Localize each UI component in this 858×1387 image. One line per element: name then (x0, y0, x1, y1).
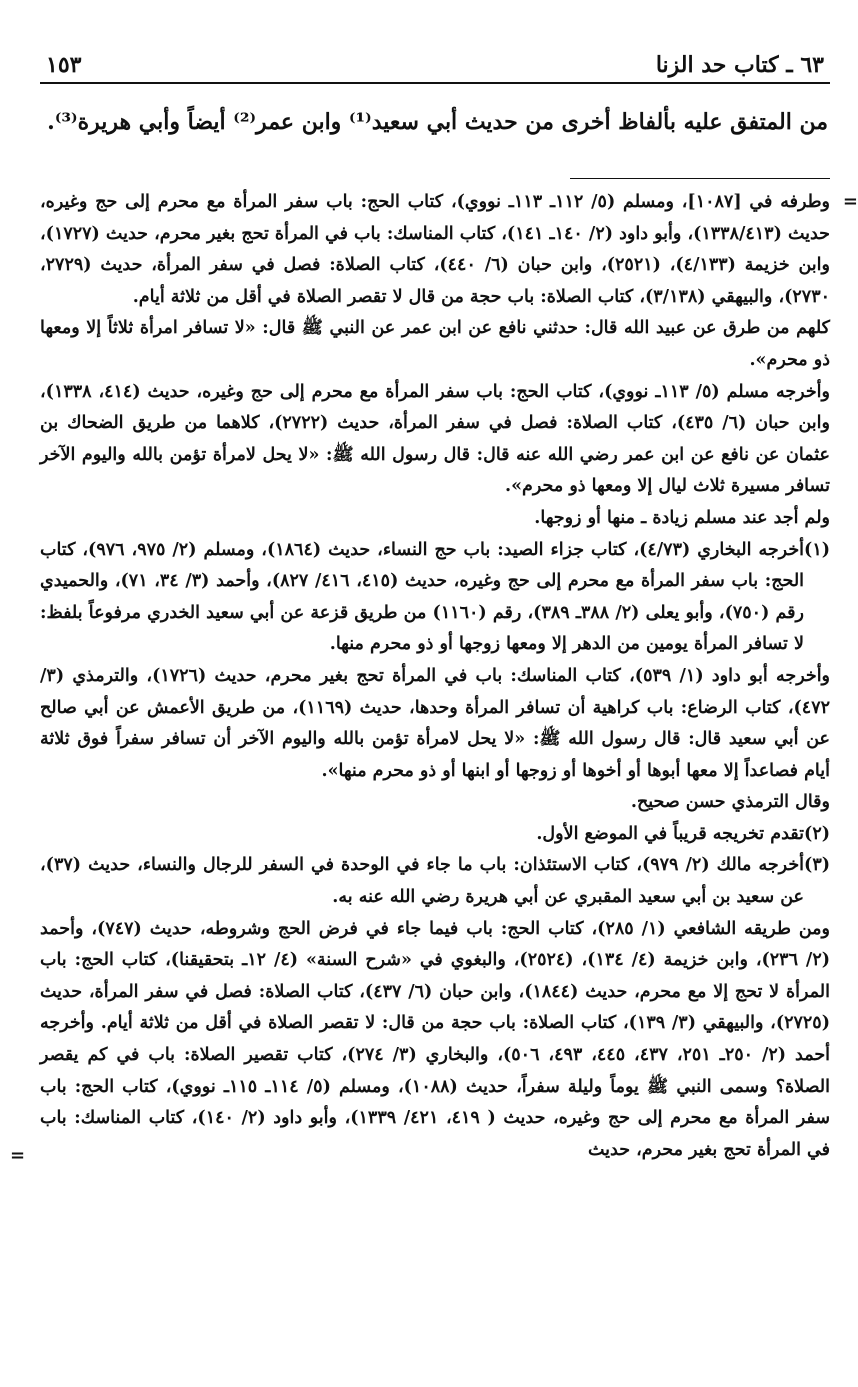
footnote-paragraph: أخرجه مالك (٢/ ٩٧٩)، كتاب الاستئذان: باب ما جاء في الوحدة في السفر للرجال والنساء، حديث (٣٧)، عن سعيد بن أبي سعيد المقبري عن أبي هريرة رضي الله عنه به. (40, 855, 805, 908)
footnote-paragraph: وأخرجه أبو داود (١/ ٥٣٩)، كتاب المناسك: باب في المرأة تحج بغير محرم، حديث (١٧٢٦)، والترمذي (٣/ ٤٧٢)، كتاب الرضاع: باب كراهية أن تسافر المرأة وحدها، حديث (١١٦٩)، من طريق الأعمش عن أبي صالح عن أبي سعيد قال: قال رسول الله ﷺ: «لا يحل لامرأة تؤمن بالله واليوم الآخر أن تسافر سفراً فوق ثلاثة أيام فصاعداً إلا معها أبوها أو أخوها أو زوجها أو ابنها أو ذو محرم منها». (40, 665, 831, 781)
footnote-number: (١) (804, 539, 830, 560)
running-header (40, 48, 830, 84)
continuation-mark-start: = (842, 191, 858, 212)
footnote-2 (40, 819, 830, 851)
footnote-paragraph: وقال الترمذي حسن صحيح. (630, 792, 830, 813)
footnote-continued-paragraph: وطرفه في [١٠٨٧]، ومسلم (٥/ ١١٢ـ ١١٣ـ نووي)، كتاب الحج: باب سفر المرأة مع محرم إلى حج وغيره، حديث (١٣٣٨/٤١٣)، وأبو داود (٢/ ١٤٠ـ ١٤١)، كتاب المناسك: باب في المرأة تحج بغير محرم، حديث (١٧٢٧)، وابن خزيمة (٤/١٣٣)، (٢٥٢١)، وابن حبان (٦/ ٤٤٠)، كتاب الصلاة: فصل في سفر المرأة، حديث (٢٧٢٩، ٢٧٣٠)، والبيهقي (٣/١٣٨)، كتاب الصلاة: باب حجة من قال لا تقصر الصلاة في أقل من ثلاثة أيام. (40, 192, 831, 307)
footnote-continued-paragraph: ولم أجد عند مسلم زيادة ـ منها أو زوجها. (534, 507, 830, 528)
main-text: من المتفق عليه بألفاظ أخرى من حديث أبي سعيد⁽¹⁾ وابن عمر⁽²⁾ أيضاً وأبي هريرة⁽³⁾. (47, 109, 828, 135)
chapter-title: ٦٣ ـ كتاب حد الزنا (655, 52, 824, 78)
footnote-paragraph: أخرجه البخاري (٤/٧٣)، كتاب جزاء الصيد: باب حج النساء، حديث (١٨٦٤)، ومسلم (٢/ ٩٧٥، ٩٧٦)، كتاب الحج: باب سفر المرأة مع محرم إلى حج وغيره، حديث (٤١٥، ٤١٦/ ٨٢٧)، وأحمد (٣/ ٣٤، ٧١)، والحميدي رقم (٧٥٠)، وأبو يعلى (٢/ ٣٨٨ـ ٣٨٩)، رقم (١١٦٠) من طريق قزعة عن أبي سعيد الخدري مرفوعاً بلفظ: لا تسافر المرأة يومين من الدهر إلا ومعها زوجها أو ذو محرم منها. (40, 539, 805, 655)
footnote-number: (٢) (804, 823, 830, 844)
footnote-1 (40, 535, 830, 661)
continuation-mark-end: = (10, 1145, 26, 1167)
footnotes-section (10, 187, 858, 1167)
footnote-continued-paragraph: كلهم من طرق عن عبيد الله قال: حدثني نافع عن ابن عمر عن النبي ﷺ قال: «لا تسافر امرأة ثلاثاً إلا ومعها ذو محرم». (40, 318, 830, 370)
footnote-separator (570, 178, 830, 179)
footnote-3 (40, 850, 830, 913)
document-page (10, 48, 858, 1167)
footnote-number: (٣) (804, 855, 830, 876)
footnote-continued-paragraph: وأخرجه مسلم (٥/ ١١٣ـ نووي)، كتاب الحج: باب سفر المرأة مع محرم إلى حج وغيره، حديث (٤١٤، ١٣٣٨)، وابن حبان (٦/ ٤٣٥)، كتاب الصلاة: فصل في سفر المرأة، حديث (٢٧٢٢)، كلاهما من طريق الضحاك بن عثمان عن نافع عن ابن عمر رضي الله عنه قال: قال رسول الله ﷺ: «لا يحل لامرأة تؤمن بالله واليوم الآخر تسافر مسيرة ثلاث ليال إلا ومعها ذو محرم». (40, 381, 830, 497)
footnote-paragraph: ومن طريقه الشافعي (١/ ٢٨٥)، كتاب الحج: باب فيما جاء في فرض الحج وشروطه، حديث (٧٤٧)، وأحمد (٢/ ٢٣٦)، وابن خزيمة (٤/ ١٣٤)، (٢٥٢٤)، والبغوي في «شرح السنة» (٤/ ١٢ـ بتحقيقنا)، كتاب الحج: باب المرأة لا تحج إلا مع محرم، حديث (١٨٤٤)، وابن حبان (٦/ ٤٣٧)، كتاب الصلاة: فصل في سفر المرأة، حديث (٢٧٢٥)، والبيهقي (٣/ ١٣٩)، كتاب الصلاة: باب حجة من قال: لا تقصر الصلاة في أقل من ثلاثة أيام. وأخرجه أحمد (٢/ ٢٥٠ـ ٢٥١، ٤٣٧، ٤٤٥، ٤٩٣، ٥٠٦)، والبخاري (٣/ ٢٧٤)، كتاب تقصير الصلاة: باب في كم يقصر الصلاة؟ وسمى النبي ﷺ يوماً وليلة سفراً، حديث (١٠٨٨)، ومسلم (٥/ ١١٤ـ ١١٥ـ نووي)، كتاب الحج: باب سفر المرأة مع محرم إلى حج وغيره، حديث ( ٤١٩، ٤٢١/ ١٣٣٩)، وأبو داود (٢/ ١٤٠)، كتاب المناسك: باب في المرأة تحج بغير محرم، حديث (40, 918, 831, 1160)
page-number: ١٥٣ (46, 52, 82, 78)
footnote-paragraph: تقدم تخريجه قريباً في الموضع الأول. (536, 823, 804, 844)
